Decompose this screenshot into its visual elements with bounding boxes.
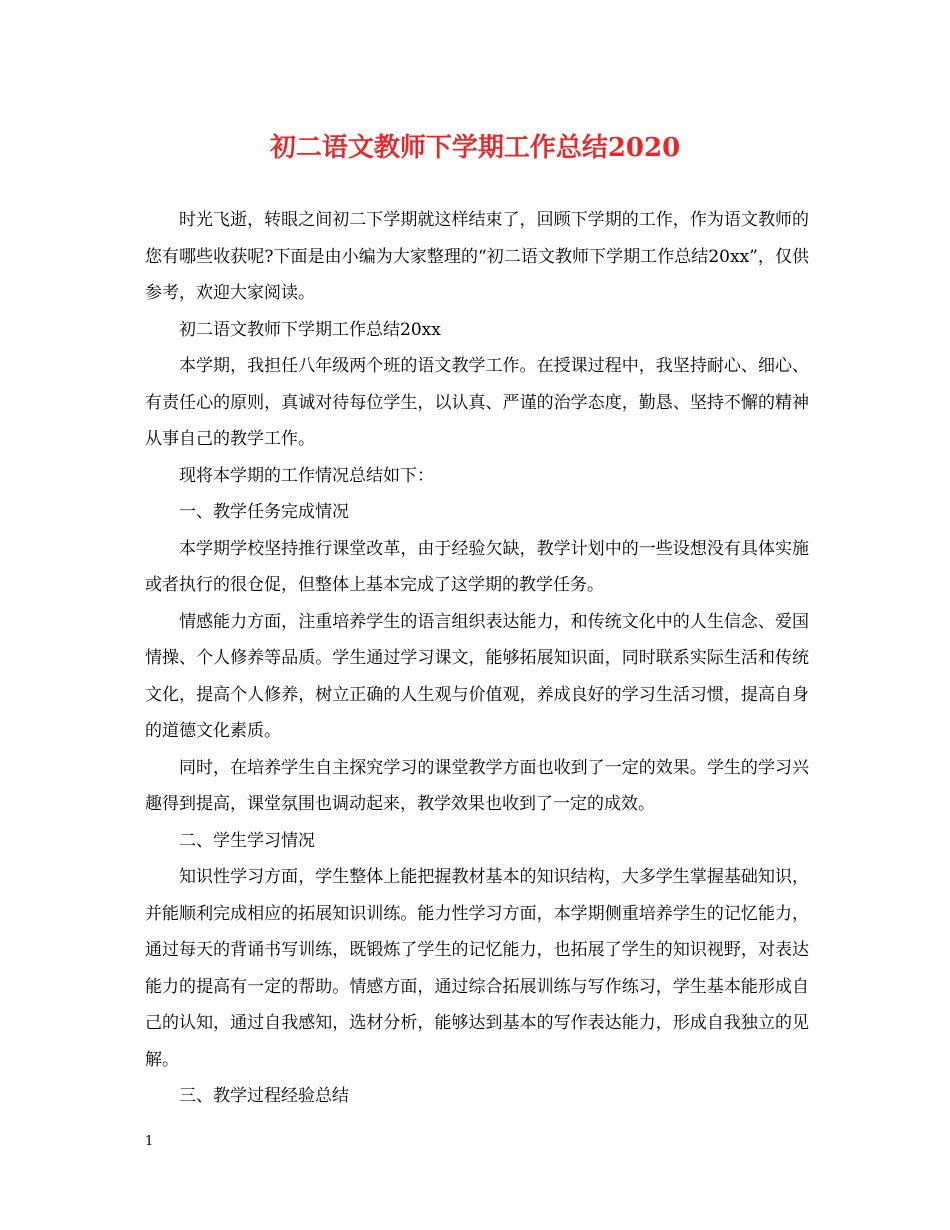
section-heading: 二、学生学习情况: [179, 830, 315, 851]
section-heading: 一、教学任务完成情况: [179, 502, 349, 522]
paragraph: 初二语文教师下学期工作总结20xx: [179, 319, 441, 340]
paragraph: 现将本学期的工作情况总结如下：: [179, 465, 434, 486]
section-heading: 三、教学过程经验总结: [179, 1086, 349, 1106]
paragraph: 时光飞逝，转眼之间初二下学期就这样结束了，回顾下学期的工作，作为语文教师的您有哪些收获呢?下面是由小编为大家整理的“初二语文教师下学期工作总结20xx”，仅供参考，欢迎大家阅读。: [145, 210, 809, 303]
paragraph: 本学期学校坚持推行课堂改革，由于经验欠缺，教学计划中的一些设想没有具体实施或者执行的很仓促，但整体上基本完成了这学期的教学任务。: [145, 538, 809, 595]
paragraph: 本学期，我担任八年级两个班的语文教学工作。在授课过程中，我坚持耐心、细心、有责任心的原则，真诚对待每位学生，以认真、严谨的治学态度，勤恳、坚持不懈的精神从事自己的教学工作。: [145, 356, 809, 449]
document-title: 初二语文教师下学期工作总结2020: [269, 133, 681, 163]
document-body: [145, 202, 809, 1115]
paragraph: 情感能力方面，注重培养学生的语言组织表达能力，和传统文化中的人生信念、爱国情操、个人修养等品质。学生通过学习课文，能够拓展知识面，同时联系实际生活和传统文化，提高个人修养，树立正确的人生观与价值观，养成良好的学习生活习惯，提高自身的道德文化素质。: [145, 611, 809, 741]
paragraph: 知识性学习方面，学生整体上能把握教材基本的知识结构，大多学生掌握基础知识，并能顺利完成相应的拓展知识训练。能力性学习方面，本学期侧重培养学生的记忆能力，通过每天的背诵书写训练，既锻炼了学生的记忆能力，也拓展了学生的知识视野，对表达能力的提高有一定的帮助。情感方面，通过综合拓展训练与写作练习，学生基本能形成自己的认知，通过自我感知，选材分析，能够达到基本的写作表达能力，形成自我独立的见解。: [145, 867, 809, 1070]
page-number: 1: [145, 1134, 154, 1149]
paragraph: 同时，在培养学生自主探究学习的课堂教学方面也收到了一定的效果。学生的学习兴趣得到提高，课堂氛围也调动起来，教学效果也收到了一定的成效。: [145, 757, 809, 814]
